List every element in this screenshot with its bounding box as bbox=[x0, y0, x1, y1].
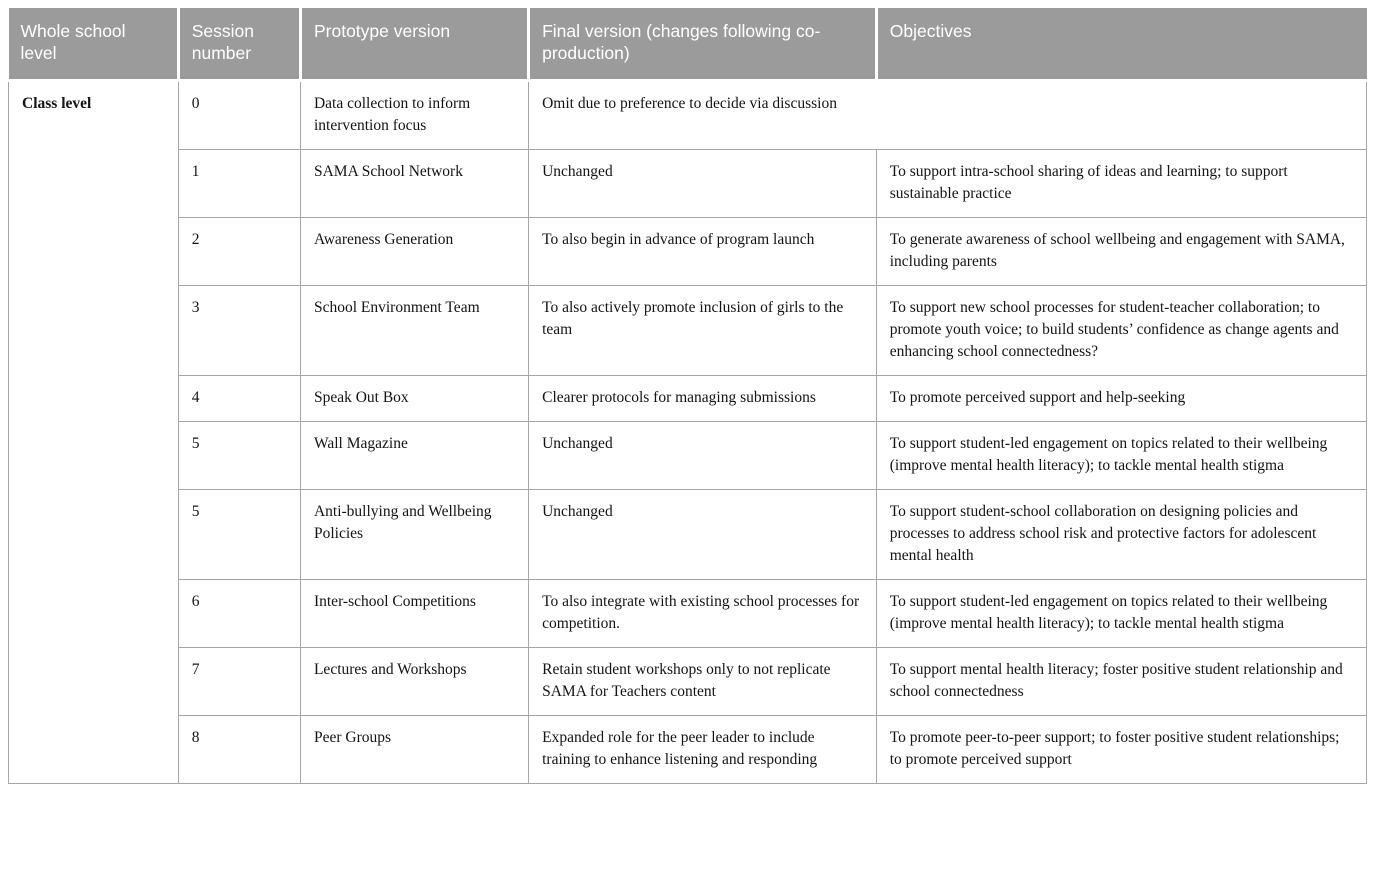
table-row bbox=[9, 217, 1367, 285]
table-row bbox=[9, 647, 1367, 715]
table-body bbox=[9, 80, 1367, 783]
session-number-cell: 3 bbox=[178, 285, 300, 375]
session-number-cell: 0 bbox=[178, 80, 300, 149]
objectives-cell: To support new school processes for student-teacher collaboration; to promote youth voice; to build students’ confidence as change agents and enhancing school connectedness? bbox=[876, 285, 1366, 375]
session-number-cell: 4 bbox=[178, 375, 300, 421]
final-version-cell: To also actively promote inclusion of girls to the team bbox=[529, 285, 877, 375]
header-row bbox=[9, 8, 1367, 80]
final-version-cell: Unchanged bbox=[529, 421, 877, 489]
header-cell-objectives: Objectives bbox=[876, 8, 1366, 80]
header-cell-prototype-version: Prototype version bbox=[300, 8, 528, 80]
objectives-cell: To generate awareness of school wellbeing and engagement with SAMA, including parents bbox=[876, 217, 1366, 285]
final-version-cell: Retain student workshops only to not replicate SAMA for Teachers content bbox=[529, 647, 877, 715]
prototype-version-cell: School Environment Team bbox=[300, 285, 528, 375]
table-row bbox=[9, 579, 1367, 647]
final-version-cell: Unchanged bbox=[529, 489, 877, 579]
objectives-cell: To support intra-school sharing of ideas and learning; to support sustainable practice bbox=[876, 149, 1366, 217]
table-row bbox=[9, 421, 1367, 489]
objectives-cell: To support student-led engagement on topics related to their wellbeing (improve mental health literacy); to tackle mental health stigma bbox=[876, 579, 1366, 647]
session-number-cell: 6 bbox=[178, 579, 300, 647]
final-version-cell: Unchanged bbox=[529, 149, 877, 217]
prototype-version-cell: Anti-bullying and Wellbeing Policies bbox=[300, 489, 528, 579]
session-number-cell: 8 bbox=[178, 715, 300, 783]
prototype-version-cell: Lectures and Workshops bbox=[300, 647, 528, 715]
session-number-cell: 1 bbox=[178, 149, 300, 217]
prototype-version-cell: Speak Out Box bbox=[300, 375, 528, 421]
prototype-version-cell: Inter-school Competitions bbox=[300, 579, 528, 647]
session-number-cell: 7 bbox=[178, 647, 300, 715]
final-version-cell: To also integrate with existing school processes for competition. bbox=[529, 579, 877, 647]
objectives-cell: To support mental health literacy; foster positive student relationship and school connectedness bbox=[876, 647, 1366, 715]
objectives-cell: To support student-led engagement on topics related to their wellbeing (improve mental health literacy); to tackle mental health stigma bbox=[876, 421, 1366, 489]
objectives-cell: To promote perceived support and help-seeking bbox=[876, 375, 1366, 421]
session-number-cell: 5 bbox=[178, 489, 300, 579]
prototype-version-cell: Peer Groups bbox=[300, 715, 528, 783]
header-cell-final-version: Final version (changes following co-production) bbox=[529, 8, 877, 80]
session-number-cell: 5 bbox=[178, 421, 300, 489]
prototype-version-cell: SAMA School Network bbox=[300, 149, 528, 217]
header-cell-whole-school-level: Whole school level bbox=[9, 8, 179, 80]
table-row bbox=[9, 489, 1367, 579]
objectives-cell: To support student-school collaboration on designing policies and processes to address school risk and protective factors for adolescent mental health bbox=[876, 489, 1366, 579]
group-level-cell: Class level bbox=[9, 80, 179, 783]
table-row bbox=[9, 149, 1367, 217]
coproduction-sessions-table bbox=[8, 8, 1367, 784]
prototype-version-cell: Data collection to inform intervention focus bbox=[300, 80, 528, 149]
final-version-cell: Expanded role for the peer leader to include training to enhance listening and responding bbox=[529, 715, 877, 783]
header-cell-session-number: Session number bbox=[178, 8, 300, 80]
table-row bbox=[9, 80, 1367, 149]
final-version-cell: Clearer protocols for managing submissions bbox=[529, 375, 877, 421]
table-row bbox=[9, 285, 1367, 375]
final-version-cell: To also begin in advance of program launch bbox=[529, 217, 877, 285]
session-number-cell: 2 bbox=[178, 217, 300, 285]
objectives-cell: To promote peer-to-peer support; to foster positive student relationships; to promote perceived support bbox=[876, 715, 1366, 783]
final-version-cell: Omit due to preference to decide via discussion bbox=[529, 80, 1367, 149]
prototype-version-cell: Awareness Generation bbox=[300, 217, 528, 285]
table-row bbox=[9, 715, 1367, 783]
prototype-version-cell: Wall Magazine bbox=[300, 421, 528, 489]
table-row bbox=[9, 375, 1367, 421]
